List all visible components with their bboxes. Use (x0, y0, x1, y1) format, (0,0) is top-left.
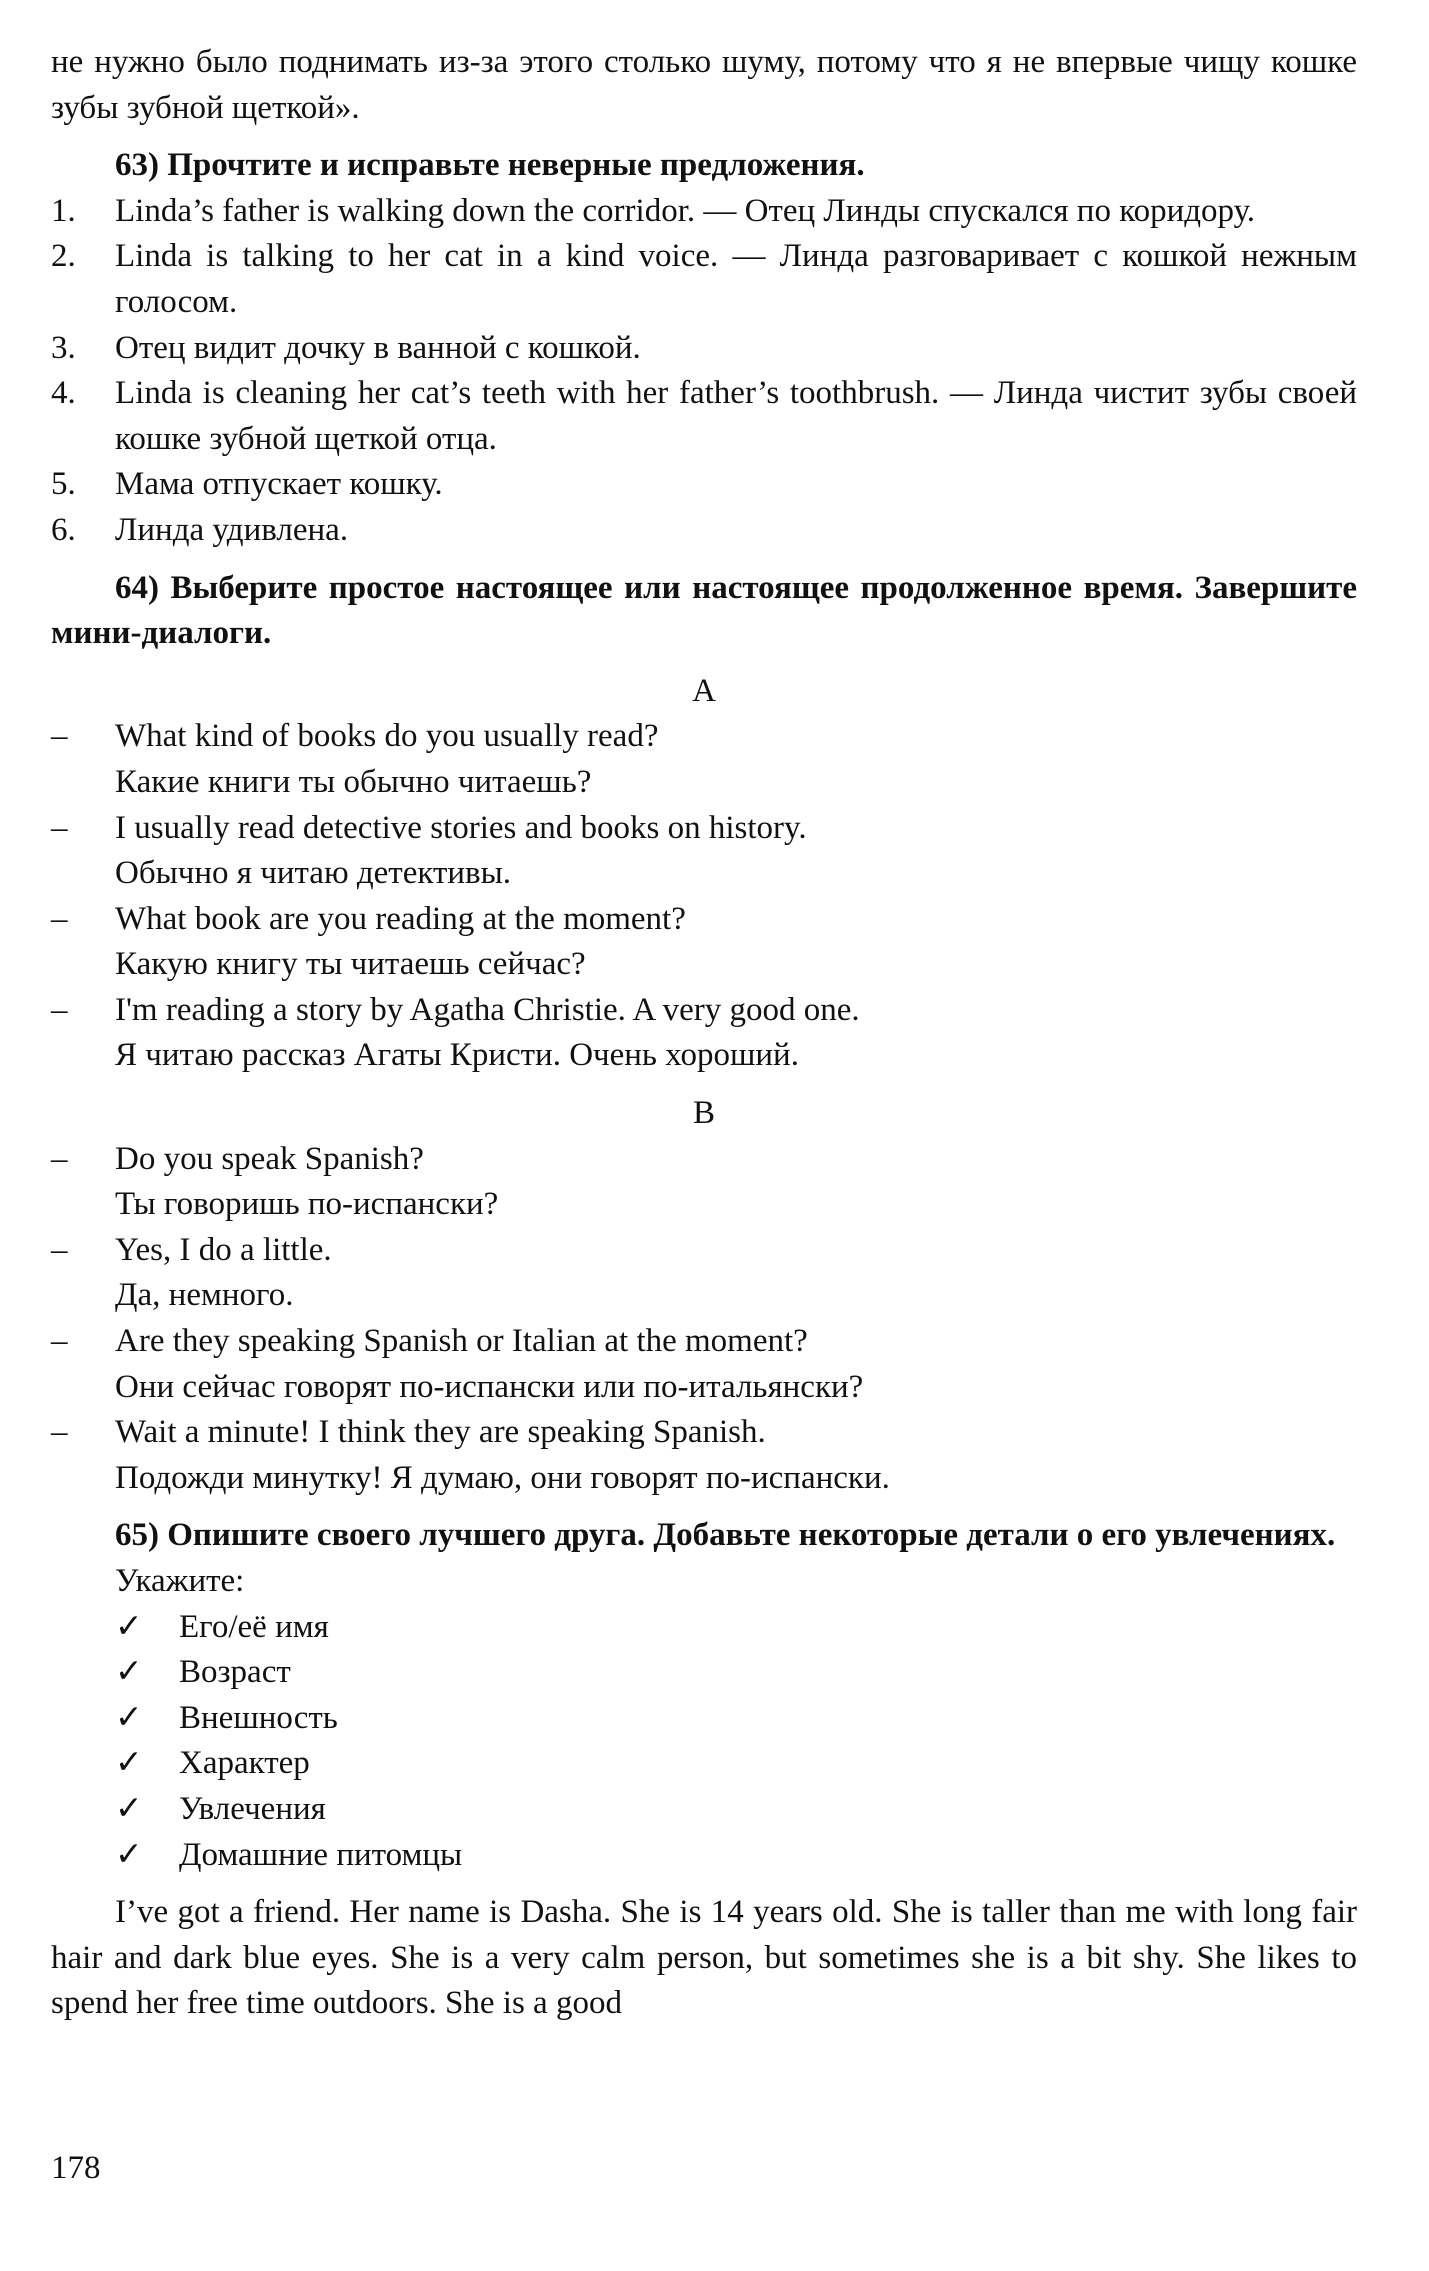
checkmark-icon: ✓ (115, 1699, 143, 1736)
checklist-item (51, 1741, 1357, 1787)
dash: – (51, 900, 68, 937)
dialogue-label-b: B (692, 1095, 715, 1132)
item-number: 1. (51, 192, 76, 229)
checkmark-icon: ✓ (115, 1654, 143, 1691)
russian-line: Я читаю рассказ Агаты Кристи. Очень хороший. (115, 1037, 799, 1074)
item-text: Linda is cleaning her cat’s teeth with her father’s toothbrush. — Линда чистит зубы своей кошке зубной щеткой отца. (115, 375, 1357, 457)
list-item (51, 234, 1357, 325)
russian-line: Подожди минутку! Я думаю, они говорят по-испански. (115, 1459, 890, 1496)
dialogue-line (51, 988, 1357, 1034)
dash: – (51, 1323, 68, 1360)
exercise-64-title: 64) Выберите простое настоящее или настоящее продолженное время. Завершите мини-диалоги. (51, 569, 1357, 652)
item-text: Мама отпускает кошку. (115, 466, 443, 503)
dash: – (51, 1231, 68, 1268)
dash: – (51, 991, 68, 1028)
checkmark-icon: ✓ (115, 1608, 143, 1645)
item-number: 4. (51, 375, 76, 412)
dialogue-label-a: A (692, 672, 716, 709)
book-page (51, 40, 1357, 2027)
dash: – (51, 1414, 68, 1451)
russian-line: Какую книгу ты читаешь сейчас? (115, 946, 586, 983)
dialogue-line (51, 1410, 1357, 1456)
item-number: 2. (51, 238, 76, 275)
dash: – (51, 1140, 68, 1177)
dialogue-line (51, 1137, 1357, 1183)
item-text: Отец видит дочку в ванной с кошкой. (115, 329, 641, 366)
dialogue-line (51, 897, 1357, 943)
exercise-63-title: 63) Прочтите и исправьте неверные предложения. (115, 147, 865, 184)
list-item (51, 371, 1357, 462)
checklist-item (51, 1696, 1357, 1742)
answer-paragraph: I’ve got a friend. Her name is Dasha. She is 14 years old. She is taller than me with long fair hair and dark blue eyes. She is a very calm person, but sometimes she is a bit shy. She likes to spend her free time outdoors. She is a good (51, 1894, 1357, 2022)
russian-line: Да, немного. (115, 1277, 294, 1314)
item-number: 5. (51, 466, 76, 503)
dialogue-line (51, 714, 1357, 760)
list-item (51, 508, 1357, 554)
english-line: Do you speak Spanish? (115, 1140, 424, 1177)
dash: – (51, 718, 68, 755)
list-item (51, 189, 1357, 235)
russian-line: Обычно я читаю детективы. (115, 855, 512, 892)
item-number: 6. (51, 511, 76, 548)
dash: – (51, 809, 68, 846)
exercise-63-list (51, 189, 1357, 554)
checklist-item (51, 1650, 1357, 1696)
english-line: Are they speaking Spanish or Italian at the moment? (115, 1323, 808, 1360)
dialogue-line (51, 1319, 1357, 1365)
dialogue-a (51, 714, 1357, 1079)
item-text: Linda’s father is walking down the corridor. — Отец Линды спускался по коридору. (115, 192, 1256, 229)
english-line: I usually read detective stories and books on history. (115, 809, 807, 846)
checklist-item-label: Внешность (179, 1699, 338, 1736)
page-number: 178 (51, 2150, 101, 2186)
list-item (51, 326, 1357, 372)
dialogue-line (51, 1228, 1357, 1274)
item-text: Linda is talking to her cat in a kind voice. — Линда разговаривает с кошкой нежным голосом. (115, 238, 1357, 320)
list-item (51, 462, 1357, 508)
russian-line: Они сейчас говорят по-испански или по-итальянски? (115, 1368, 864, 1405)
checklist-item-label: Домашние питомцы (179, 1836, 463, 1873)
checklist-item (51, 1787, 1357, 1833)
checklist-item-label: Характер (179, 1745, 310, 1782)
checklist-item (51, 1605, 1357, 1651)
item-text: Линда удивлена. (115, 511, 349, 548)
checklist-item-label: Возраст (179, 1654, 291, 1691)
checkmark-icon: ✓ (115, 1745, 143, 1782)
checklist (51, 1605, 1357, 1879)
english-line: What kind of books do you usually read? (115, 718, 659, 755)
english-line: Wait a minute! I think they are speaking Spanish. (115, 1414, 766, 1451)
english-line: What book are you reading at the moment? (115, 900, 686, 937)
english-line: I'm reading a story by Agatha Christie. A very good one. (115, 991, 860, 1028)
intro-text: не нужно было поднимать из-за этого столько шуму, потому что я не впервые чищу кошке зубы зубной щеткой». (51, 44, 1357, 126)
english-line: Yes, I do a little. (115, 1231, 332, 1268)
exercise-65-title: 65) Опишите своего лучшего друга. Добавьте некоторые детали о его увлечениях. (115, 1517, 1336, 1554)
checklist-item (51, 1833, 1357, 1879)
checklist-item-label: Увлечения (179, 1790, 326, 1827)
checklist-prompt: Укажите: (115, 1563, 245, 1599)
russian-line: Ты говоришь по-испански? (115, 1186, 499, 1223)
russian-line: Какие книги ты обычно читаешь? (115, 763, 592, 800)
dialogue-line (51, 806, 1357, 852)
checkmark-icon: ✓ (115, 1790, 143, 1827)
item-number: 3. (51, 329, 76, 366)
checklist-item-label: Его/её имя (179, 1608, 329, 1645)
dialogue-b (51, 1137, 1357, 1502)
checkmark-icon: ✓ (115, 1836, 143, 1873)
